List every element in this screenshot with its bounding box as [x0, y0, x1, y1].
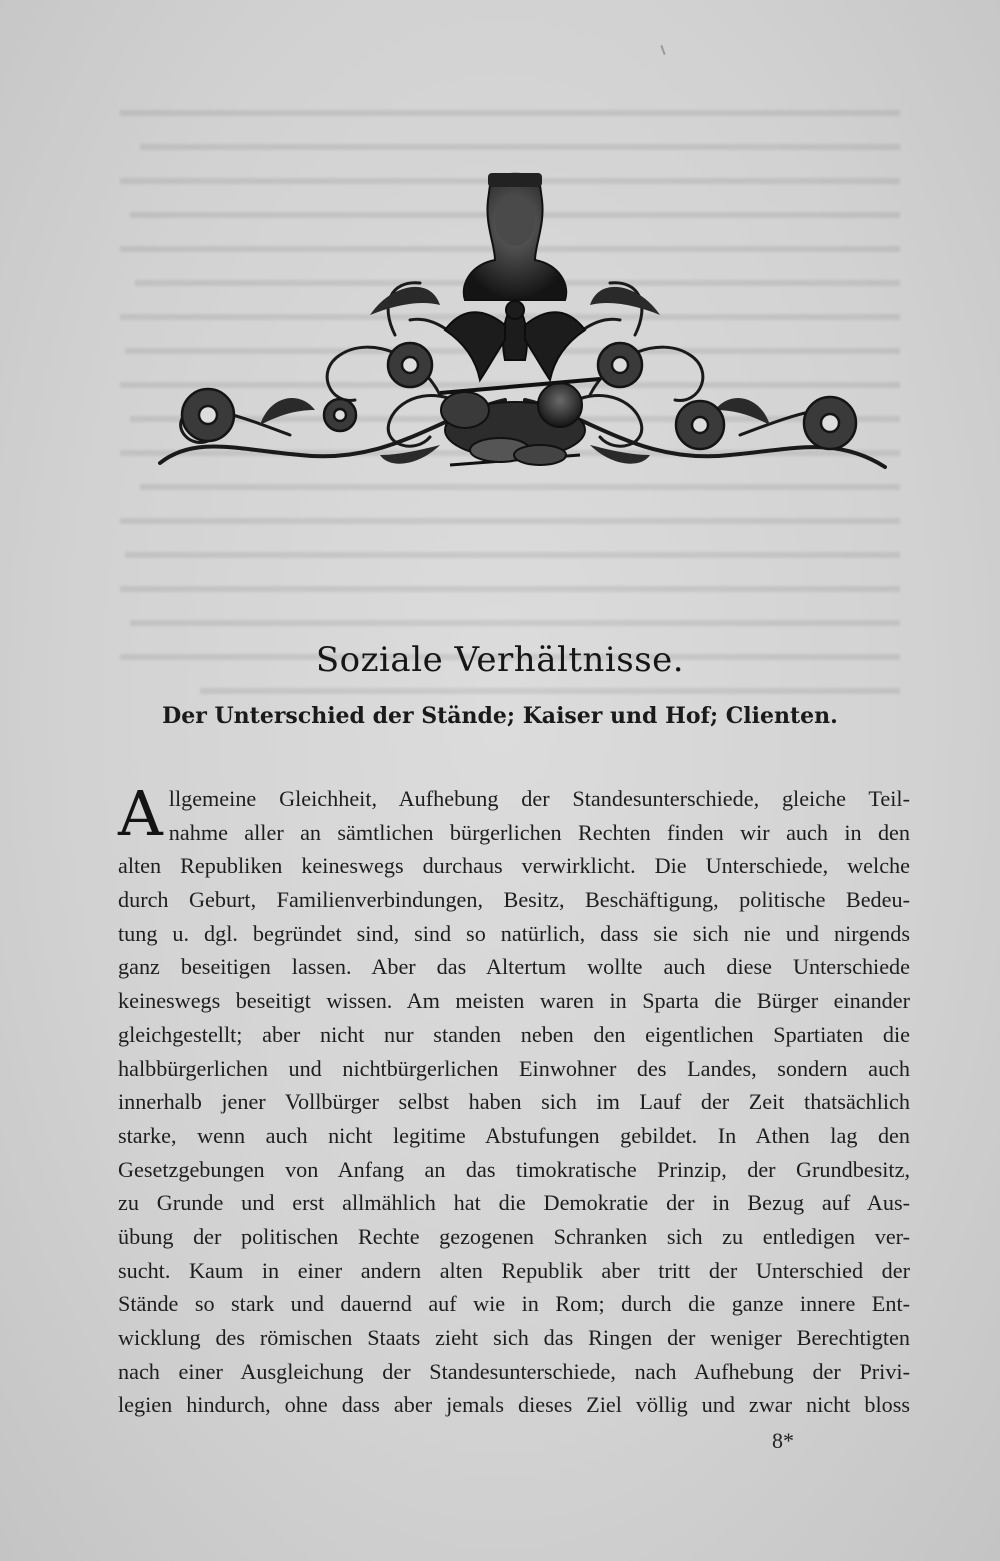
text-line: ganz beseitigen lassen. Aber das Altertum wollte auch diese Unterschiede [118, 954, 910, 980]
text-line: tung u. dgl. begründet sind, sind so natürlich, dass sie sich nie und nirgends [118, 920, 910, 946]
text-line: innerhalb jener Vollbürger selbst haben sich im Lauf der Zeit thatsächlich [118, 1089, 910, 1115]
text-line: Stände so stark und dauernd auf wie in Rom; durch die ganze innere Ent- [118, 1291, 910, 1317]
body-paragraph [118, 777, 910, 1422]
imperial-eagle-bust-vignette-icon [140, 165, 890, 480]
text-line: zu Grunde und erst allmählich hat die Demokratie der in Bezug auf Aus- [118, 1190, 910, 1216]
text-line: durch Geburt, Familienverbindungen, Besitz, Beschäftigung, politische Bedeu- [118, 887, 910, 913]
text-line: wicklung des römischen Staats zieht sich das Ringen der weniger Berechtigten [118, 1325, 910, 1350]
text-line: alten Republiken keineswegs durchaus verwirklicht. Die Unterschiede, welche [118, 853, 910, 879]
text-line: llgemeine Gleichheit, Aufhebung der Standesunterschiede, gleiche Teil- [168, 786, 910, 811]
text-line: Gesetzgebungen von Anfang an das timokratische Prinzip, der Grundbesitz, [118, 1156, 910, 1182]
text-line: sucht. Kaum in einer andern alten Republik aber tritt der Unterschied der [118, 1257, 910, 1283]
text-line: übung der politischen Rechte gezogenen Schranken sich zu entledigen ver- [118, 1223, 910, 1249]
text-line: legien hindurch, ohne dass aber jemals dieses Ziel völlig und zwar nicht bloss [118, 1392, 910, 1418]
text-line: keineswegs beseitigt wissen. Am meisten waren in Sparta die Bürger einander [118, 988, 910, 1014]
text-line: nach einer Ausgleichung der Standesunterschiede, nach Aufhebung der Privi- [118, 1358, 910, 1384]
text-line: halbbürgerlichen und nichtbürgerlichen Einwohner des Landes, sondern auch [118, 1055, 910, 1081]
text-line: nahme aller an sämtlichen bürgerlichen Rechten finden wir auch in den [168, 819, 910, 845]
page-title: Soziale Verhältnisse. [315, 640, 685, 680]
drop-cap: A [118, 777, 163, 850]
text-line: gleichgestellt; aber nicht nur standen neben den eigentlichen Spartiaten die [118, 1021, 910, 1047]
text-line: starke, wenn auch nicht legitime Abstufungen gebildet. In Athen lag den [118, 1122, 910, 1148]
page-subtitle: Der Unterschied der Stände; Kaiser und Hof; Clienten. [162, 703, 838, 729]
scan-mark [660, 45, 665, 55]
signature-mark: 8* [772, 1428, 794, 1453]
